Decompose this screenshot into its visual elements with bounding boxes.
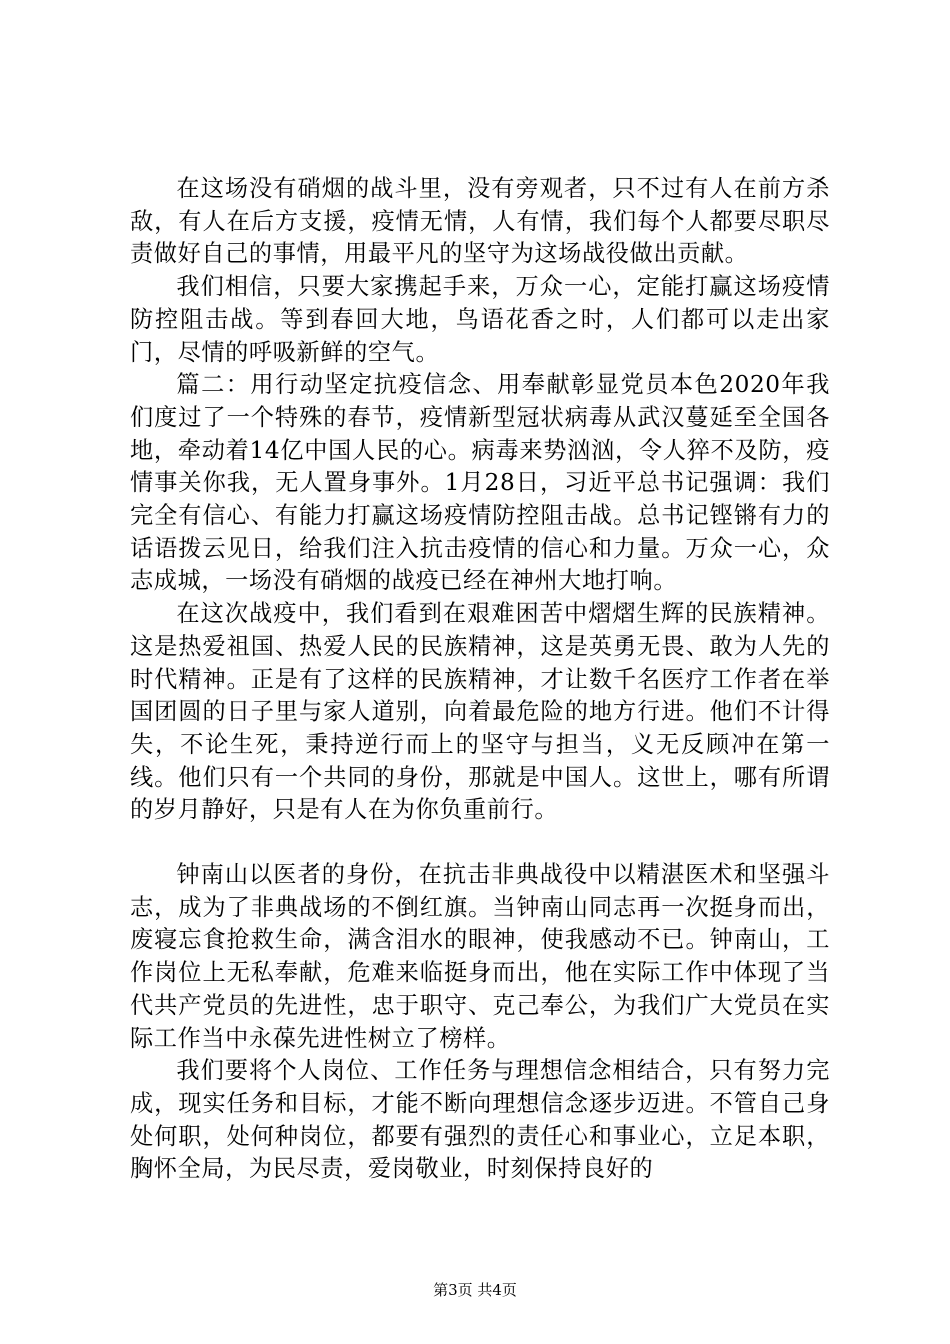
- paragraph-3: 篇二：用行动坚定抗疫信念、用奉献彰显党员本色2020年我们度过了一个特殊的春节，疫情新型冠状病毒从武汉蔓延至全国各地，牵动着14亿中国人民的心。病毒来势汹汹，令人猝不及防，疫情事关你我，无人置身事外。1月28日，习近平总书记强调：我们完全有信心、有能力打赢这场疫情防控阻击战。总书记铿锵有力的话语拨云见日，给我们注入抗击疫情的信心和力量。万众一心，众志成城，一场没有硝烟的战疫已经在神州大地打响。: [130, 371, 830, 595]
- paragraph-1: 在这场没有硝烟的战斗里，没有旁观者，只不过有人在前方杀敌，有人在后方支援，疫情无情，人有情，我们每个人都要尽职尽责做好自己的事情，用最平凡的坚守为这场战役做出贡献。: [130, 175, 830, 268]
- paragraph-2: 我们相信，只要大家携起手来，万众一心，定能打赢这场疫情防控阻击战。等到春回大地，鸟语花香之时，人们都可以走出家门，尽情的呼吸新鲜的空气。: [130, 273, 830, 366]
- paragraph-4: 在这次战疫中，我们看到在艰难困苦中熠熠生辉的民族精神。这是热爱祖国、热爱人民的民族精神，这是英勇无畏、敢为人先的时代精神。正是有了这样的民族精神，才让数千名医疗工作者在举国团圆的日子里与家人道别，向着最危险的地方行进。他们不计得失，不论生死，秉持逆行而上的坚守与担当，义无反顾冲在第一线。他们只有一个共同的身份，那就是中国人。这世上，哪有所谓的岁月静好，只是有人在为你负重前行。: [130, 600, 830, 824]
- paragraph-gap: [130, 827, 830, 859]
- document-body: [130, 173, 830, 1186]
- paragraph-6: 我们要将个人岗位、工作任务与理想信念相结合，只有努力完成，现实任务和目标，才能不断向理想信念逐步迈进。不管自己身处何职，处何种岗位，都要有强烈的责任心和事业心，立足本职，胸怀全局，为民尽责，爱岗敬业，时刻保持良好的: [130, 1057, 830, 1183]
- page-footer: 第3页 共4页: [433, 1281, 517, 1299]
- paragraph-5: 钟南山以医者的身份，在抗击非典战役中以精湛医术和坚强斗志，成为了非典战场的不倒红旗。当钟南山同志再一次挺身而出，废寝忘食抢救生命，满含泪水的眼神，使我感动不已。钟南山，工作岗位上无私奉献，危难来临挺身而出，他在实际工作中体现了当代共产党员的先进性，忠于职守、克己奉公，为我们广大党员在实际工作当中永葆先进性树立了榜样。: [130, 861, 830, 1052]
